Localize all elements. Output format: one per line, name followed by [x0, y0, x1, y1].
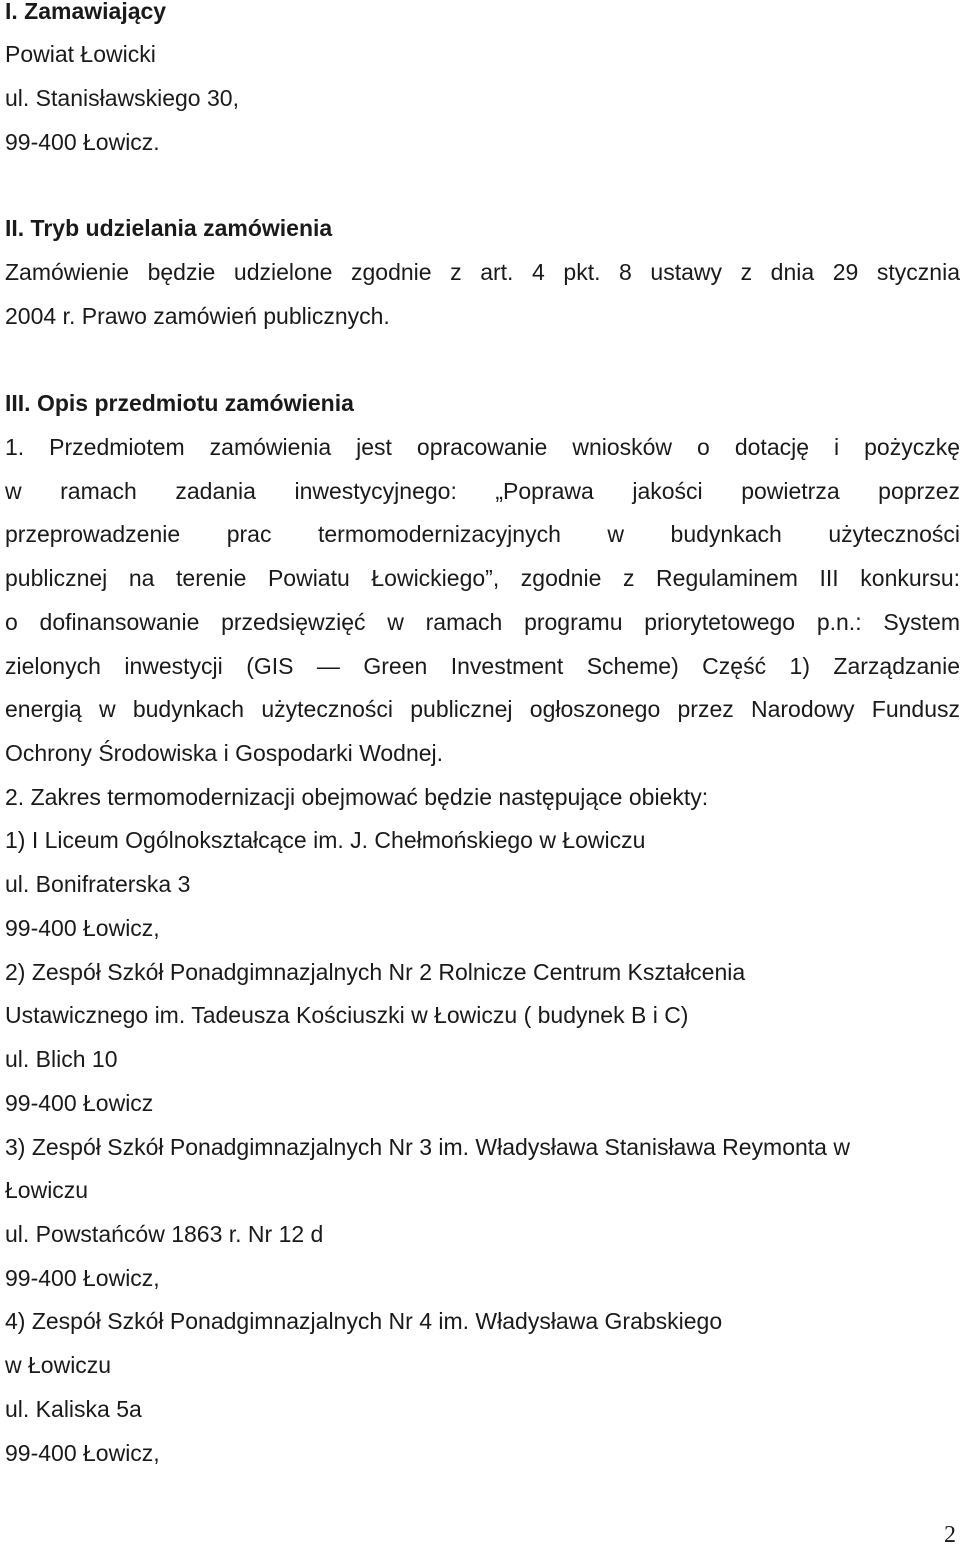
section-heading-zamawiajacy: I. Zamawiający	[5, 0, 167, 24]
object-line: w Łowiczu	[5, 1352, 112, 1378]
text-line: 2004 r. Prawo zamówień publicznych.	[5, 303, 390, 329]
object-line: ul. Powstańców 1863 r. Nr 12 d	[5, 1221, 324, 1247]
object-line: Ustawicznego im. Tadeusza Kościuszki w Łowiczu ( budynek B i C)	[5, 1002, 689, 1028]
object-line: 99-400 Łowicz,	[5, 1265, 160, 1291]
paragraph-line: o dofinansowanie przedsięwzięć w ramach programu priorytetowego p.n.: System	[5, 609, 960, 635]
paragraph-line: Ochrony Środowiska i Gospodarki Wodnej.	[5, 740, 444, 766]
object-line: Łowiczu	[5, 1177, 89, 1203]
section-heading-tryb: II. Tryb udzielania zamówienia	[5, 215, 333, 241]
object-line: 3) Zespół Szkół Ponadgimnazjalnych Nr 3 im. Władysława Stanisława Reymonta w	[5, 1134, 850, 1160]
address-line: ul. Stanisławskiego 30,	[5, 85, 239, 111]
object-line: 99-400 Łowicz,	[5, 915, 160, 941]
page-number: 2	[944, 1522, 956, 1548]
object-line: ul. Bonifraterska 3	[5, 871, 191, 897]
object-line: 99-400 Łowicz	[5, 1090, 154, 1116]
paragraph-line: publicznej na terenie Powiatu Łowickiego”, zgodnie z Regulaminem III konkursu:	[5, 565, 960, 591]
object-line: 2) Zespół Szkół Ponadgimnazjalnych Nr 2 Rolnicze Centrum Kształcenia	[5, 959, 746, 985]
paragraph-line: 1. Przedmiotem zamówienia jest opracowanie wniosków o dotację i pożyczkę	[5, 434, 960, 460]
paragraph-line: 2. Zakres termomodernizacji obejmować będzie następujące obiekty:	[5, 784, 709, 810]
object-line: 1) I Liceum Ogólnokształcące im. J. Chełmońskiego w Łowiczu	[5, 827, 646, 853]
address-line: Powiat Łowicki	[5, 41, 156, 67]
section-heading-opis: III. Opis przedmiotu zamówienia	[5, 390, 354, 416]
paragraph-line: zielonych inwestycji (GIS — Green Investment Scheme) Część 1) Zarządzanie	[5, 653, 960, 679]
text-line: Zamówienie będzie udzielone zgodnie z art. 4 pkt. 8 ustawy z dnia 29 stycznia	[5, 259, 960, 285]
address-line: 99-400 Łowicz.	[5, 129, 160, 155]
object-line: ul. Blich 10	[5, 1046, 118, 1072]
paragraph-line: przeprowadzenie prac termomodernizacyjnych w budynkach użyteczności	[5, 521, 960, 547]
object-line: ul. Kaliska 5a	[5, 1396, 142, 1422]
paragraph-line: energią w budynkach użyteczności publicznej ogłoszonego przez Narodowy Fundusz	[5, 696, 960, 722]
paragraph-line: w ramach zadania inwestycyjnego: „Poprawa jakości powietrza poprzez	[5, 478, 960, 504]
object-line: 4) Zespół Szkół Ponadgimnazjalnych Nr 4 im. Władysława Grabskiego	[5, 1308, 723, 1334]
object-line: 99-400 Łowicz,	[5, 1440, 160, 1466]
